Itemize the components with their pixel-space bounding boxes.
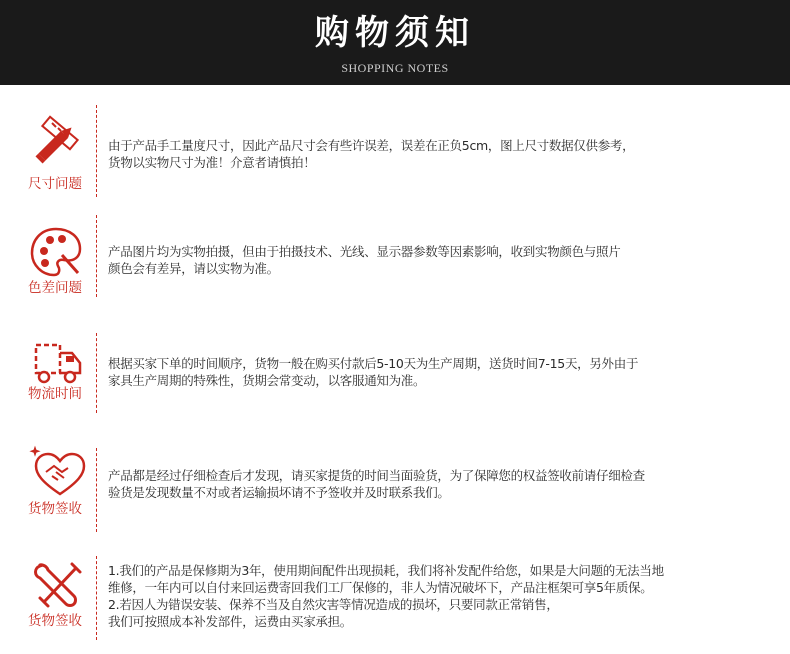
size-label: 尺寸问题: [28, 176, 82, 192]
text-line: 2.若因人为错误安装、保养不当及自然灾害等情况造成的损坏，只要同款正常销售，: [108, 597, 559, 612]
receipt-text: [108, 467, 748, 501]
logistics-text: [108, 355, 748, 389]
pencil-ruler-icon: [22, 113, 90, 175]
text-line: 1.我们的产品是保修期为3年，使用期间配件出现损耗，我们将补发配件给您，如果是大问题的无法当地: [108, 563, 664, 578]
text-line: 颜色会有差异，请以实物为准。: [108, 261, 279, 276]
color-label: 色差问题: [28, 280, 82, 296]
palette-icon: [22, 221, 90, 283]
text-line: 由于产品手工量度尺寸，因此产品尺寸会有些许误差，误差在正负5cm，图上尺寸数据仅供参考，: [108, 138, 635, 153]
text-line: 产品都是经过仔细检查后才发现，请买家提货的时间当面验货，为了保障您的权益签收前请仔细检查: [108, 468, 645, 483]
divider: [96, 556, 97, 640]
notice-color: [0, 215, 790, 325]
notice-receipt: [0, 440, 790, 550]
page-subtitle: SHOPPING NOTES: [341, 61, 449, 75]
notice-logistics: [0, 325, 790, 435]
receipt-label: 货物签收: [28, 501, 82, 517]
notice-size: [0, 105, 790, 215]
text-line: 维修，一年内可以自付来回运费寄回我们工厂保修的，非人为情况破坏下，产品注框架可享5年质保。: [108, 580, 653, 595]
text-line: 产品图片均为实物拍摄，但由于拍摄技术、光线、显示器参数等因素影响，收到实物颜色与照片: [108, 244, 621, 259]
text-line: 货物以实物尺寸为准！介意者请慎拍！: [108, 155, 316, 170]
page-header: [0, 0, 790, 85]
divider: [96, 448, 97, 532]
divider: [96, 105, 97, 197]
page-title: 购物须知: [315, 13, 475, 53]
wrench-hammer-icon: [22, 554, 90, 616]
text-line: 家具生产周期的特殊性，货期会常变动，以客服通知为准。: [108, 373, 426, 388]
divider: [96, 215, 97, 297]
heart-handshake-icon: [22, 442, 90, 504]
truck-icon: [22, 331, 90, 393]
notice-warranty: [0, 548, 790, 648]
text-line: 我们可按照成本补发部件，运费由买家承担。: [108, 614, 353, 629]
warranty-text: [108, 562, 748, 630]
text-line: 根据买家下单的时间顺序，货物一般在购买付款后5-10天为生产周期，送货时间7-15天，另外由于: [108, 356, 639, 371]
warranty-label: 货物签收: [28, 613, 82, 629]
logistics-label: 物流时间: [28, 386, 82, 402]
divider: [96, 333, 97, 413]
size-text: [108, 137, 748, 171]
text-line: 验货是发现数量不对或者运输损坏请不予签收并及时联系我们。: [108, 485, 450, 500]
color-text: [108, 243, 748, 277]
